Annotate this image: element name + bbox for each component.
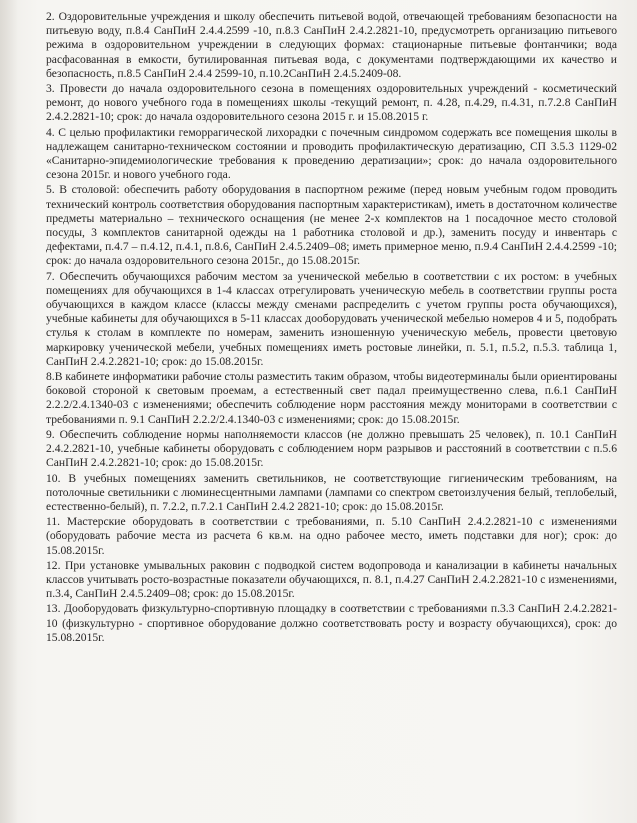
paragraph-item-2: 2. Оздоровительные учреждения и школу обеспечить питьевой водой, отвечающей требованиям безопасности на питьевую воду, п.8.4 СанПиН 2.4.4.2599 -10, п.8.3 СанПиН 2.4.2.2821-10, предусмотреть организацию питьевого режима в оздоровительном учреждении в следующих формах: стационарные питьевые фонтанчики; вода расфасованная в емкости, бутилированная питьевая вода, с документами подтверждающими их качество и безопасность, п.8.5 СанПиН 2.4.4 2599-10, п.10.2СанПиН 2.4.5.2409-08. — [46, 10, 617, 80]
paragraph-item-10: 10. В учебных помещениях заменить светильников, не соответствующие гигиеническим требованиям, на потолочные светильники с люминесцентными лампами (лампами со спектром светоизлучения белый, теплобелый, естественно-белый), п. 7.2.2, п.7.2.1 СанПиН 2.4.2 2821-10; срок: до 15.08.2015г. — [46, 471, 617, 513]
paragraph-item-7: 7. Обеспечить обучающихся рабочим местом за ученической мебелью в соответствии с их ростом: в учебных помещениях для обучающихся в 1-4 классах отрегулировать ученическую мебель в соответствии группы роста обучающихся в каждом классе (классы между сменами распределить с учетом группы роста обучающихся), учебные кабинеты для обучающихся в 5-11 классах дооборудовать ученической мебелью номеров 4 и 5, подобрать стулья к столам в комплекте по номерам, заменить изношенную ученическую мебель, провести цветовую маркировку ученической мебели, учебных помещениях иметь ростовые линейки, п. 5.1, п.5.2, п.5.3. таблица 1, СанПиН 2.4.2.2821-10; срок: до 15.08.2015г. — [46, 269, 617, 368]
paragraph-item-8: 8.В кабинете информатики рабочие столы разместить таким образом, чтобы видеотерминалы были ориентированы боковой стороной к световым проемам, а естественный свет падал преимущественно слева, п.6.1 СанПиН 2.2.2/2.4.1340-03 с изменениями; обеспечить соблюдение норм расстояния между мониторами в соответствии с требованиями п. 9.1 СанПиН 2.2.2/2.4.1340-03 с изменениями; срок: до 15.08.2015г. — [46, 370, 617, 426]
paragraph-item-12: 12. При установке умывальных раковин с подводкой систем водопровода и канализации в кабинеты начальных классов учитывать росто-возрастные показатели обучающихся, п. 8.1, п.4.27 СанПиН 2.4.2.2821-10 с изменениями, п.3.4, СанПиН 2.4.5.2409–08; срок: до 15.08.2015г. — [46, 558, 617, 601]
paragraph-item-5: 5. В столовой: обеспечить работу оборудования в паспортном режиме (перед новым учебным годом проводить технический контроль соответствия оборудования паспортным характеристикам), иметь в достаточном количестве предметы материально – технического оснащения (не менее 2-х комплектов на 1 посадочное место столовой посуды, 3 комплектов санитарной одежды на 1 работника столовой и др.), заменить посуду и инвентарь с дефектами, п.4.7 – п.4.12, п.4.1, п.8.6, СанПиН 2.4.5.2409–08; иметь примерное меню, п.9.4 СанПиН 2.4.4.2599 -10; срок: до начала оздоровительного сезона 2015г., до 15.08.2015г. — [46, 183, 617, 268]
paragraph-item-4: 4. С целью профилактики геморрагической лихорадки с почечным синдромом содержать все помещения школы в надлежащем санитарно-техническом состоянии и проводить профилактическую дератизацию, СП 3.5.3 1129-02 «Санитарно-эпидемиологические требования к проведению дератизации»; срок: до начала оздоровительного сезона 2015г. и нового учебного года. — [46, 125, 617, 182]
paragraph-item-13: 13. Дооборудовать физкультурно-спортивную площадку в соответствии с требованиями п.3.3 СанПиН 2.4.2.2821-10 (физкультурно - спортивное оборудование должно соответствовать росту и возрасту обучающихся), срок: до 15.08.2015г. — [46, 602, 617, 644]
paragraph-item-9: 9. Обеспечить соблюдение нормы наполняемости классов (не должно превышать 25 человек), п. 10.1 СанПиН 2.4.2.2821-10, учебные кабинеты оборудовать с соблюдением норм разрывов и расстояний в соответствии с п.5.6 СанПиН 2.4.2.2821-10; срок: до 15.08.2015г. — [46, 427, 617, 470]
binding-shadow — [0, 0, 18, 823]
paragraph-item-11: 11. Мастерские оборудовать в соответствии с требованиями, п. 5.10 СанПиН 2.4.2.2821-10 с изменениями (оборудовать рабочие места из расчета 6 кв.м. на одно рабочее место, иметь подставки для ног); срок: до 15.08.2015г. — [46, 515, 617, 557]
paragraph-item-3: 3. Провести до начала оздоровительного сезона в помещениях оздоровительных учреждений - косметический ремонт, до нового учебного года в помещениях школы -текущий ремонт, п. 4.28, п.4.29, п.4.31, п.7.2.8 СанПиН 2.4.2.2821-10; срок: до начала оздоровительного сезона 2015 г. и 15.08.2015 г. — [46, 82, 617, 124]
